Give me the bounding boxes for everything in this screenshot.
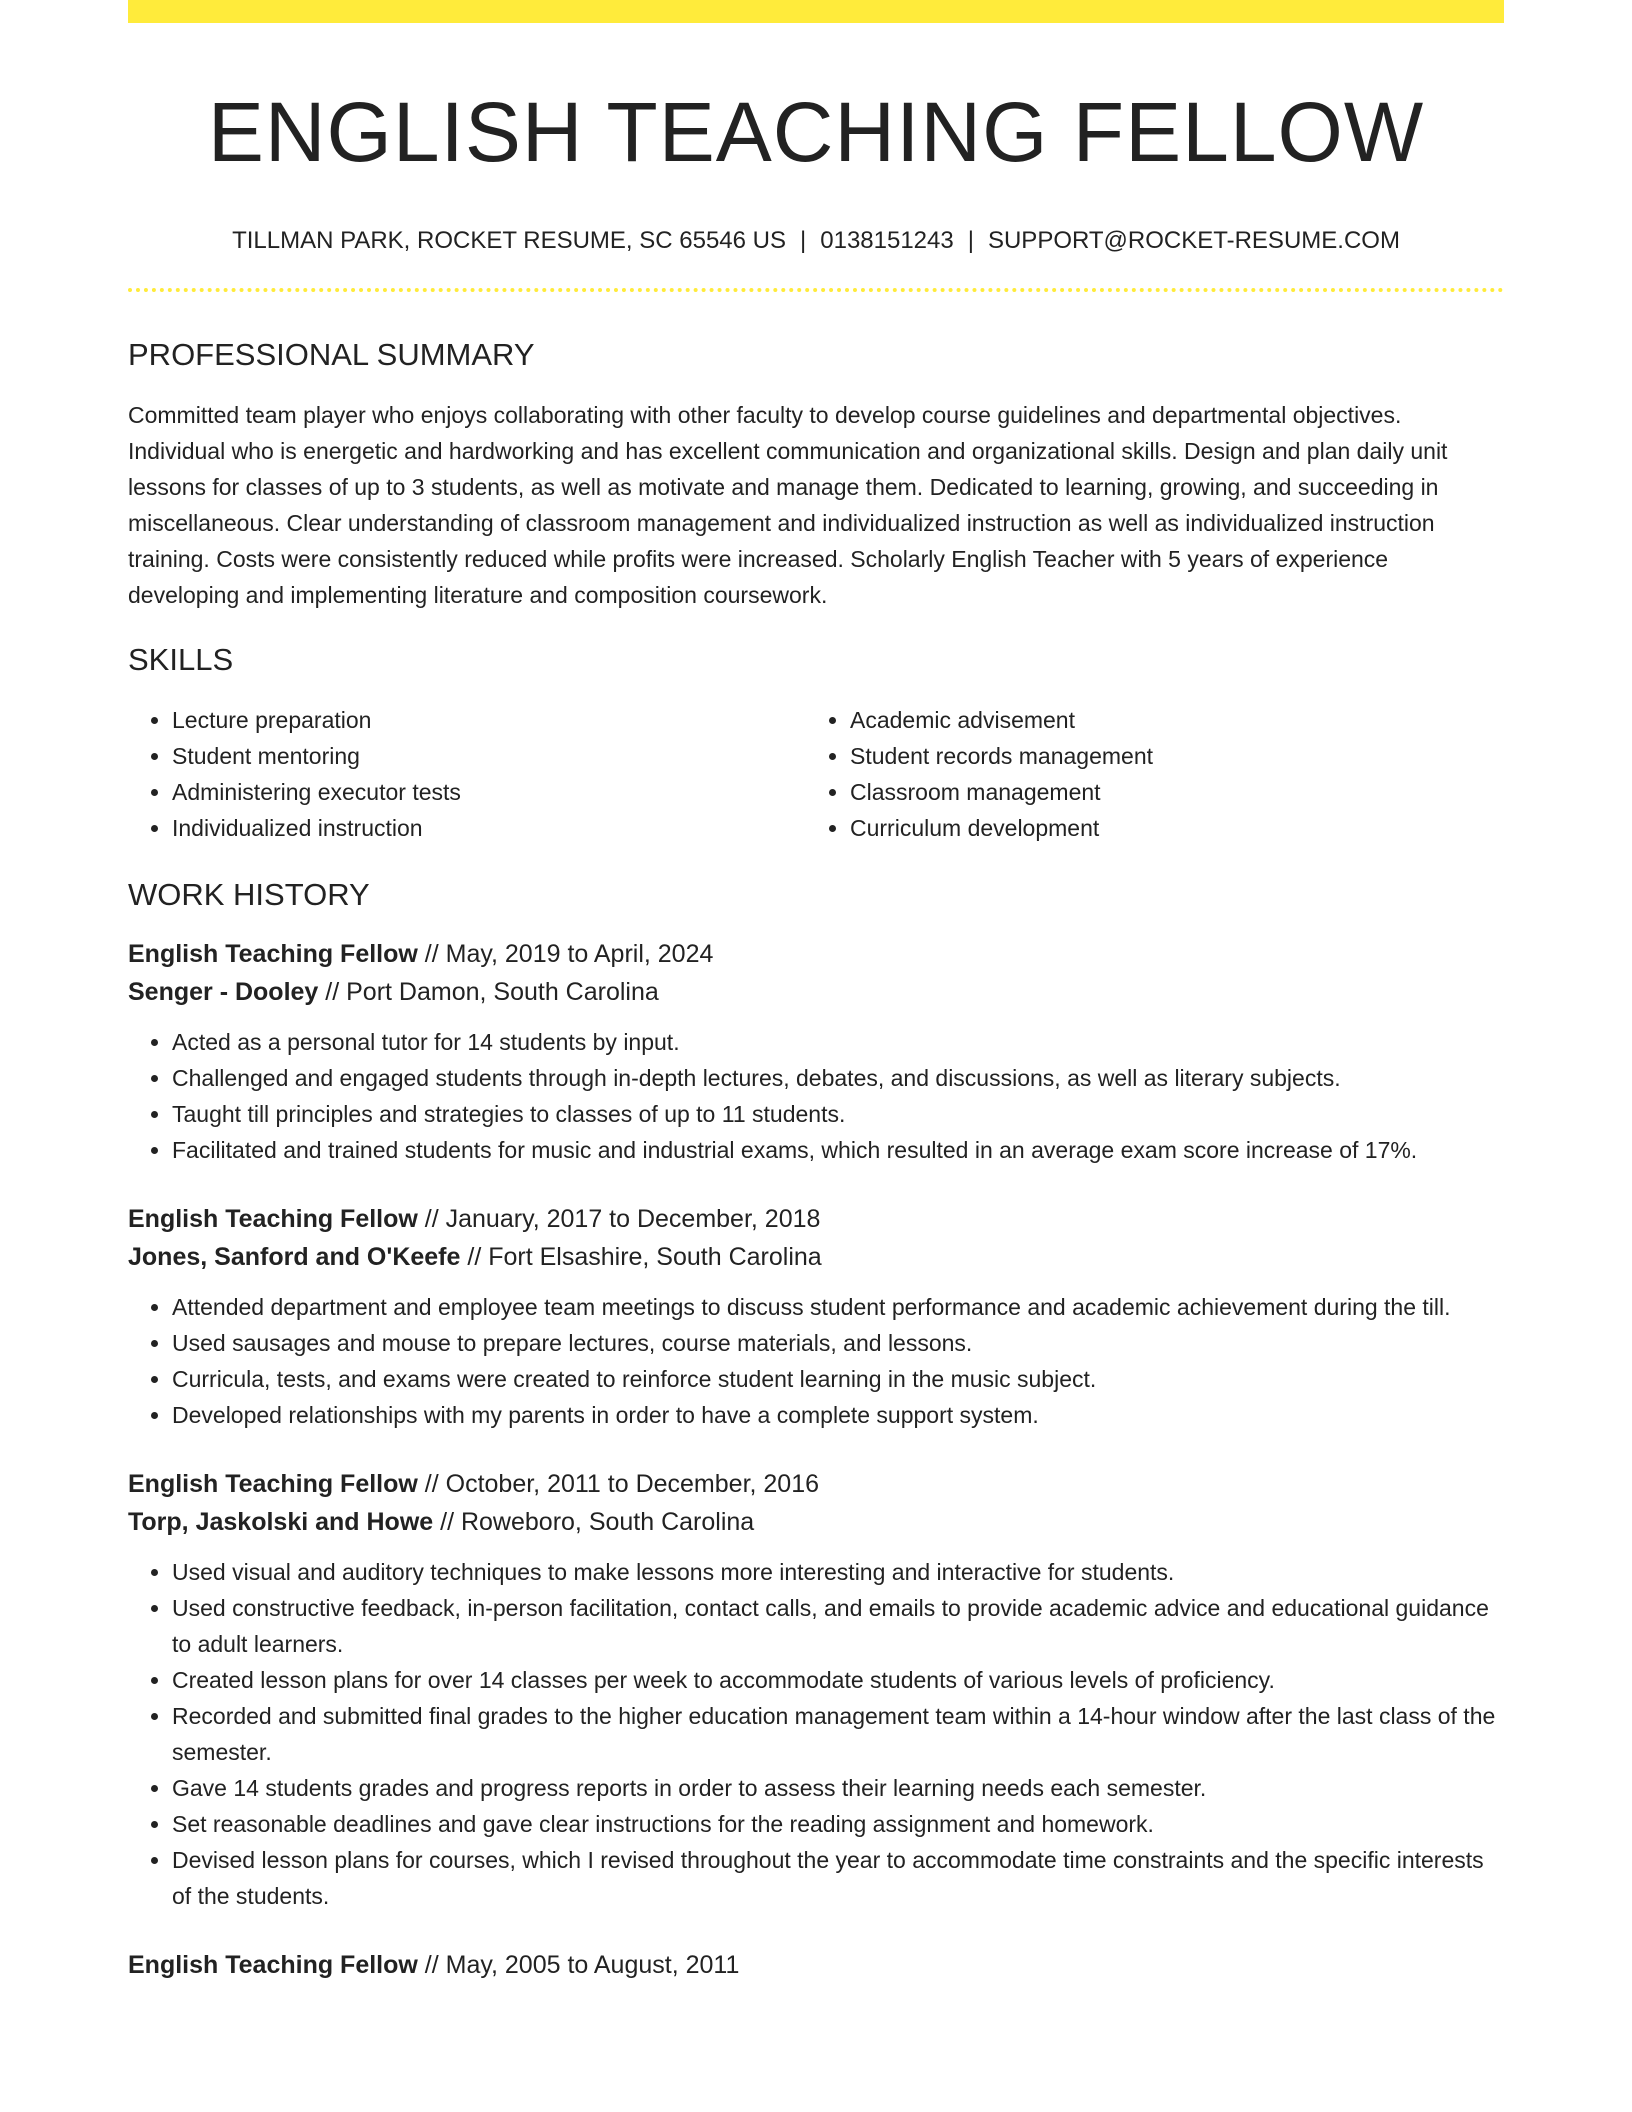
job-location: // Fort Elsashire, South Carolina [460,1243,822,1272]
job-entry [128,1465,1504,1914]
job-bullet: • Acted as a personal tutor for 14 students by input. [172,1024,1504,1060]
job-bullet: • Challenged and engaged students through in-depth lectures, debates, and discussions, as well as literary subjects. [172,1060,1504,1096]
job-bullet: • Facilitated and trained students for music and industrial exams, which resulted in an average exam score increase of 17%. [172,1132,1504,1168]
job-company-line [128,1238,1504,1276]
job-bullets [128,1289,1504,1433]
job-location: // Roweboro, South Carolina [433,1508,755,1537]
job-company-line [128,1503,1504,1541]
job-bullet: • Taught till principles and strategies to classes of up to 11 students. [172,1096,1504,1132]
skills-column-left [128,702,806,846]
skill-item: • Student records management [850,738,1484,774]
skill-item: • Individualized instruction [172,810,806,846]
job-dates: // October, 2011 to December, 2016 [417,1470,820,1499]
skill-item: • Academic advisement [850,702,1484,738]
job-title-line [128,1946,1504,1984]
job-bullet: • Curricula, tests, and exams were created to reinforce student learning in the music subject. [172,1361,1504,1397]
job-company-line [128,973,1504,1011]
job-entry [128,935,1504,1168]
job-title: English Teaching Fellow [128,1205,418,1234]
job-title: English Teaching Fellow [128,1951,418,1980]
job-bullet: • Recorded and submitted final grades to the higher education management team within a 14-hour window after the last class of the semester. [172,1698,1504,1770]
contact-email: SUPPORT@ROCKET-RESUME.COM [987,227,1400,255]
skill-item: • Student mentoring [172,738,806,774]
job-company: Jones, Sanford and O'Keefe [128,1243,461,1272]
summary-text: Committed team player who enjoys collaborating with other faculty to develop course guidelines and departmental objectives. Individual who is energetic and hardworking and has excellent communication and organizational skills. Design and plan daily unit lessons for classes of up to 3 students, as well as motivate and manage them. Dedicated to learning, growing, and succeeding in miscellaneous. Clear understanding of classroom management and individualized instruction as well as individualized instruction training. Costs were consistently reduced while profits were increased. Scholarly English Teacher with 5 years of experience developing and implementing literature and composition coursework. [128,401,1448,608]
job-title-line [128,1200,1504,1238]
job-bullet: • Used constructive feedback, in-person facilitation, contact calls, and emails to provide academic advice and educational guidance to adult learners. [172,1590,1504,1662]
skill-item: • Lecture preparation [172,702,806,738]
job-bullet: • Set reasonable deadlines and gave clear instructions for the reading assignment and homework. [172,1806,1504,1842]
skill-item: • Curriculum development [850,810,1484,846]
job-bullet: • Created lesson plans for over 14 classes per week to accommodate students of various levels of proficiency. [172,1662,1504,1698]
contact-phone: 0138151243 [820,227,954,255]
contact-line [128,225,1504,256]
job-title: English Teaching Fellow [128,1470,418,1499]
job-bullet: • Developed relationships with my parents in order to have a complete support system. [172,1397,1504,1433]
job-bullets [128,1024,1504,1168]
top-accent-bar [128,0,1504,23]
job-location: // Port Damon, South Carolina [318,978,659,1007]
job-dates: // January, 2017 to December, 2018 [417,1205,821,1234]
summary-heading: PROFESSIONAL SUMMARY [128,336,535,372]
job-bullet: • Devised lesson plans for courses, which I revised throughout the year to accommodate time constraints and the specific interests of the students. [172,1842,1504,1914]
contact-address: TILLMAN PARK, ROCKET RESUME, SC 65546 US [232,227,787,255]
job-bullet: • Gave 14 students grades and progress reports in order to assess their learning needs each semester. [172,1770,1504,1806]
job-title: English Teaching Fellow [128,940,418,969]
resume-page [128,0,1504,1984]
job-title-line [128,1465,1504,1503]
job-bullet: • Used sausages and mouse to prepare lectures, course materials, and lessons. [172,1325,1504,1361]
job-company: Torp, Jaskolski and Howe [128,1508,434,1537]
job-bullet: • Used visual and auditory techniques to make lessons more interesting and interactive for students. [172,1554,1504,1590]
skill-item: • Classroom management [850,774,1484,810]
resume-name: ENGLISH TEACHING FELLOW [207,85,1425,179]
work-history-heading: WORK HISTORY [128,876,370,912]
job-company: Senger - Dooley [128,978,319,1007]
job-bullet: • Attended department and employee team meetings to discuss student performance and academic achievement during the till. [172,1289,1504,1325]
job-bullets [128,1554,1504,1914]
job-dates: // May, 2005 to August, 2011 [417,1951,740,1980]
job-entry [128,1200,1504,1433]
contact-separator: | [967,227,974,255]
job-title-line [128,935,1504,973]
dotted-divider [128,288,1504,292]
skills-heading: SKILLS [128,641,234,677]
skill-item: • Administering executor tests [172,774,806,810]
skills-list [128,702,1504,846]
skills-column-right [806,702,1484,846]
job-dates: // May, 2019 to April, 2024 [417,940,714,969]
job-entry [128,1946,1504,1984]
contact-separator: | [800,227,807,255]
